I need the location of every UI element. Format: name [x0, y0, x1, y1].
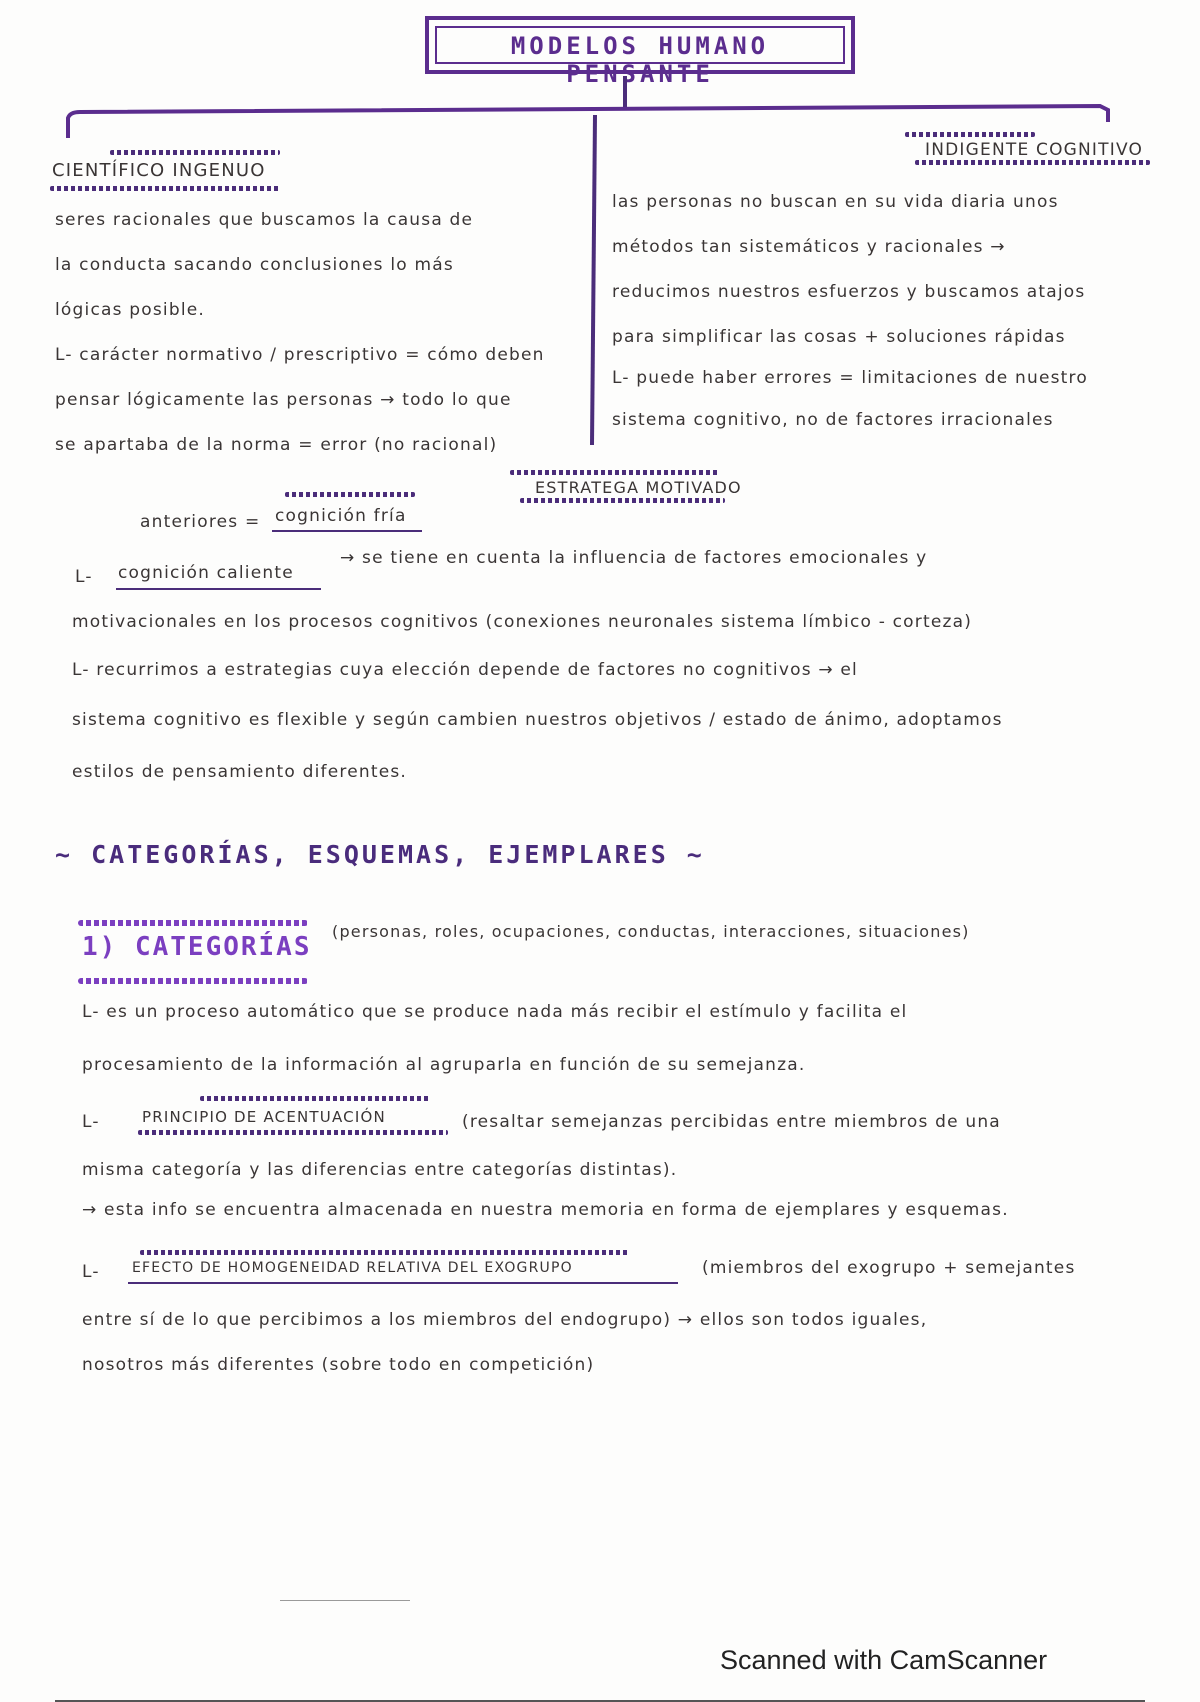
cognicion-caliente-prefix: L- [75, 567, 93, 587]
categorias-line-7: entre sí de lo que percibimos a los miembros del endogrupo) → ellos son todos iguales, [82, 1310, 928, 1330]
motivado-line-4: sistema cognitivo es flexible y según cambien nuestros objetivos / estado de ánimo, adoptamos [72, 710, 1003, 730]
motivado-heading-underline [520, 498, 725, 503]
left-line-3: lógicas posible. [55, 300, 206, 320]
categorias-overline [78, 920, 308, 926]
categorias-note: (personas, roles, ocupaciones, conductas, interacciones, situaciones) [332, 922, 970, 941]
categorias-underline [78, 978, 308, 984]
section-title: ~ CATEGORÍAS, ESQUEMAS, EJEMPLARES ~ [55, 840, 705, 869]
right-line-2: métodos tan sistemáticos y racionales → [612, 237, 1006, 257]
categorias-line-2: procesamiento de la información al agruparla en función de su semejanza. [82, 1055, 806, 1075]
right-line-6: sistema cognitivo, no de factores irracionales [612, 410, 1054, 430]
cognicion-fria: cognición fría [275, 506, 407, 526]
left-line-6: se apartaba de la norma = error (no racional) [55, 435, 498, 455]
categorias-line-1: L- es un proceso automático que se produce nada más recibir el estímulo y facilita el [82, 1002, 908, 1022]
efecto-underline [128, 1282, 678, 1284]
categorias-heading: 1) CATEGORÍAS [82, 932, 312, 962]
scanner-watermark: Scanned with CamScanner [720, 1645, 1048, 1675]
motivado-line-5: estilos de pensamiento diferentes. [72, 762, 408, 782]
left-heading-overline [110, 150, 280, 155]
motivado-heading: ESTRATEGA MOTIVADO [535, 478, 742, 497]
left-line-2: la conducta sacando conclusiones lo más [55, 255, 454, 275]
cognicion-fria-underline [272, 530, 422, 532]
principio-underline [138, 1130, 448, 1135]
principio-prefix: L- [82, 1112, 100, 1132]
page-title: MODELOS HUMANO PENSANTE [510, 32, 770, 88]
right-heading: INDIGENTE COGNITIVO [925, 140, 1144, 160]
motivado-line-2: motivacionales en los procesos cognitivos (conexiones neuronales sistema límbico - corteza) [72, 612, 973, 632]
anteriores-label: anteriores = [140, 512, 261, 532]
cognicion-fria-overline [285, 492, 415, 497]
left-line-4: L- carácter normativo / prescriptivo = cómo deben [55, 345, 545, 365]
categorias-line-5: → esta info se encuentra almacenada en nuestra memoria en forma de ejemplares y esquemas. [82, 1200, 1009, 1220]
principio-label: PRINCIPIO DE ACENTUACIÓN [142, 1108, 386, 1126]
motivado-line-3: L- recurrimos a estrategias cuya elección depende de factores no cognitivos → el [72, 660, 858, 680]
right-line-4: para simplificar las cosas + soluciones rápidas [612, 327, 1066, 347]
categorias-line-8: nosotros más diferentes (sobre todo en competición) [82, 1355, 595, 1375]
right-heading-underline [915, 160, 1150, 165]
efecto-label: EFECTO DE HOMOGENEIDAD RELATIVA DEL EXOGRUPO [132, 1260, 573, 1276]
motivado-heading-overline [510, 470, 720, 475]
efecto-prefix: L- [82, 1262, 100, 1282]
right-line-5: L- puede haber errores = limitaciones de nuestro [612, 368, 1088, 388]
cognicion-caliente-underline [116, 588, 321, 590]
right-line-3: reducimos nuestros esfuerzos y buscamos atajos [612, 282, 1086, 302]
left-heading: CIENTÍFICO INGENUO [52, 160, 266, 181]
efecto-overline [140, 1250, 630, 1255]
right-line-1: las personas no buscan en su vida diaria unos [612, 192, 1059, 212]
motivado-line-1: → se tiene en cuenta la influencia de factores emocionales y [340, 548, 928, 568]
cognicion-caliente: cognición caliente [118, 563, 294, 583]
principio-overline [200, 1096, 430, 1101]
principio-rest: (resaltar semejanzas percibidas entre miembros de una [462, 1112, 1001, 1132]
efecto-rest: (miembros del exogrupo + semejantes [702, 1258, 1076, 1278]
categorias-line-4: misma categoría y las diferencias entre categorías distintas). [82, 1160, 678, 1180]
left-line-5: pensar lógicamente las personas → todo lo que [55, 390, 512, 410]
left-line-1: seres racionales que buscamos la causa de [55, 210, 474, 230]
left-heading-underline [50, 186, 280, 191]
scan-faint-line [280, 1600, 410, 1601]
right-heading-overline [905, 132, 1035, 137]
